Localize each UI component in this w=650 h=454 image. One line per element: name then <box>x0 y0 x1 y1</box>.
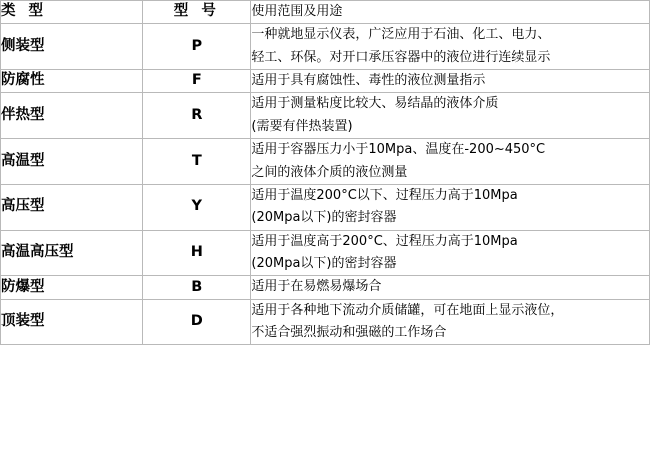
table-row <box>1 276 650 299</box>
usage-line: 适用于温度高于200°C、过程压力高于10Mpa <box>251 233 518 249</box>
table-row <box>1 184 650 230</box>
table-row <box>1 139 650 185</box>
table-row <box>1 299 650 345</box>
cell-model: F <box>143 70 251 93</box>
cell-type: 顶装型 <box>1 299 143 345</box>
table-body <box>1 1 650 345</box>
cell-usage <box>251 276 650 299</box>
table-row <box>1 70 650 93</box>
usage-line: (20Mpa以下)的密封容器 <box>251 210 397 226</box>
usage-line: 不适合强烈振动和强磁的工作场合 <box>251 325 447 341</box>
cell-type: 侧装型 <box>1 24 143 70</box>
cell-usage <box>251 184 650 230</box>
cell-model: Y <box>143 184 251 230</box>
cell-usage <box>251 70 650 93</box>
cell-usage <box>251 230 650 276</box>
cell-model: B <box>143 276 251 299</box>
usage-line: 适用于容器压力小于10Mpa、温度在-200~450°C <box>251 142 546 158</box>
cell-model: R <box>143 93 251 139</box>
cell-usage <box>251 139 650 185</box>
column-header-model: 型 号 <box>143 1 251 24</box>
cell-model: H <box>143 230 251 276</box>
cell-usage <box>251 299 650 345</box>
column-header-usage: 使用范围及用途 <box>251 1 650 24</box>
cell-usage <box>251 93 650 139</box>
usage-line: 适用于温度200°C以下、过程压力高于10Mpa <box>251 187 518 203</box>
table-header-row <box>1 1 650 24</box>
usage-line: 适用于具有腐蚀性、毒性的液位测量指示 <box>251 73 486 89</box>
cell-type: 高温高压型 <box>1 230 143 276</box>
cell-type: 高压型 <box>1 184 143 230</box>
cell-type: 高温型 <box>1 139 143 185</box>
cell-type: 防爆型 <box>1 276 143 299</box>
cell-model: P <box>143 24 251 70</box>
usage-line: (20Mpa以下)的密封容器 <box>251 255 397 271</box>
table-row <box>1 230 650 276</box>
usage-line: 轻工、环保。对开口承压容器中的液位进行连续显示 <box>251 49 551 65</box>
table-row <box>1 93 650 139</box>
usage-line: 适用于在易燃易爆场合 <box>251 279 382 295</box>
usage-line: (需要有伴热装置) <box>251 118 353 134</box>
table-row <box>1 24 650 70</box>
cell-type: 伴热型 <box>1 93 143 139</box>
usage-line: 适用于测量粘度比较大、易结晶的液体介质 <box>251 96 499 112</box>
cell-usage <box>251 24 650 70</box>
usage-line: 适用于各种地下流动介质储罐，可在地面上显示液位， <box>251 302 564 318</box>
cell-type: 防腐性 <box>1 70 143 93</box>
usage-line: 一种就地显示仪表，广泛应用于石油、化工、电力、 <box>251 27 551 43</box>
cell-model: D <box>143 299 251 345</box>
cell-model: T <box>143 139 251 185</box>
usage-line: 之间的液体介质的液位测量 <box>251 164 408 180</box>
column-header-type: 类 型 <box>1 1 143 24</box>
